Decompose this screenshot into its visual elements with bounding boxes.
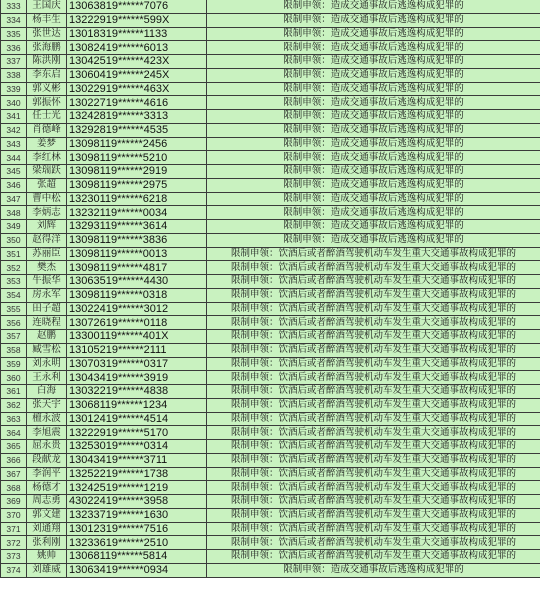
id-number-cell[interactable]: 13222919******599X xyxy=(67,13,207,27)
row-number-cell[interactable]: 368 xyxy=(1,481,27,495)
row-number-cell[interactable]: 370 xyxy=(1,508,27,522)
table-row xyxy=(1,508,540,522)
table-row xyxy=(1,357,540,371)
table-row xyxy=(1,536,540,550)
table-row xyxy=(1,192,540,206)
table-row xyxy=(1,371,540,385)
table-row xyxy=(1,302,540,316)
id-number-cell[interactable]: 13022719******4616 xyxy=(67,96,207,110)
person-name-cell[interactable]: 苏丽臣 xyxy=(27,247,67,261)
table-row xyxy=(1,288,540,302)
restriction-reason-cell[interactable]: 限制申领：饮酒后或者醉酒驾驶机动车发生重大交通事故构成犯罪的 xyxy=(207,261,540,275)
person-name-cell[interactable]: 白海 xyxy=(27,385,67,399)
row-number-cell[interactable]: 345 xyxy=(1,165,27,179)
restriction-reason-cell[interactable]: 限制申领：饮酒后或者醉酒驾驶机动车发生重大交通事故构成犯罪的 xyxy=(207,398,540,412)
id-number-cell[interactable]: 13063419******0934 xyxy=(67,563,207,577)
row-number-cell[interactable]: 349 xyxy=(1,220,27,234)
row-number-cell[interactable]: 343 xyxy=(1,137,27,151)
restriction-reason-cell[interactable]: 限制申领：造成交通事故后逃逸构成犯罪的 xyxy=(207,137,540,151)
person-name-cell[interactable]: 连晓程 xyxy=(27,316,67,330)
row-number-cell[interactable]: 341 xyxy=(1,110,27,124)
row-number-cell[interactable]: 362 xyxy=(1,398,27,412)
row-number-cell[interactable]: 364 xyxy=(1,426,27,440)
id-number-cell[interactable]: 13063519******4430 xyxy=(67,275,207,289)
restriction-reason-cell[interactable]: 限制申领：造成交通事故后逃逸构成犯罪的 xyxy=(207,41,540,55)
person-name-cell[interactable]: 张天宇 xyxy=(27,398,67,412)
id-number-cell[interactable]: 13042519******423X xyxy=(67,55,207,69)
table-row xyxy=(1,178,540,192)
restriction-reason-cell[interactable]: 限制申领：造成交通事故后逃逸构成犯罪的 xyxy=(207,123,540,137)
restriction-reason-cell[interactable]: 限制申领：饮酒后或者醉酒驾驶机动车发生重大交通事故构成犯罪的 xyxy=(207,536,540,550)
restriction-reason-cell[interactable]: 限制申领：饮酒后或者醉酒驾驶机动车发生重大交通事故构成犯罪的 xyxy=(207,412,540,426)
table-row xyxy=(1,467,540,481)
person-name-cell[interactable]: 姜梦 xyxy=(27,137,67,151)
table-row xyxy=(1,550,540,564)
restriction-reason-cell[interactable]: 限制申领：饮酒后或者醉酒驾驶机动车发生重大交通事故构成犯罪的 xyxy=(207,330,540,344)
row-number-cell[interactable]: 352 xyxy=(1,261,27,275)
row-number-cell[interactable]: 354 xyxy=(1,288,27,302)
restriction-reason-cell[interactable]: 限制申领：饮酒后或者醉酒驾驶机动车发生重大交通事故构成犯罪的 xyxy=(207,495,540,509)
table-row xyxy=(1,481,540,495)
table-row xyxy=(1,522,540,536)
person-name-cell[interactable]: 赵鹏 xyxy=(27,330,67,344)
table-row xyxy=(1,495,540,509)
table-row xyxy=(1,110,540,124)
table-row xyxy=(1,453,540,467)
restriction-reason-cell[interactable]: 限制申领：造成交通事故后逃逸构成犯罪的 xyxy=(207,151,540,165)
restriction-reason-cell[interactable]: 限制申领：造成交通事故后逃逸构成犯罪的 xyxy=(207,233,540,247)
row-number-cell[interactable]: 358 xyxy=(1,343,27,357)
person-name-cell[interactable]: 王永利 xyxy=(27,371,67,385)
person-name-cell[interactable]: 段献龙 xyxy=(27,453,67,467)
id-number-cell[interactable]: 13105219******2111 xyxy=(67,343,207,357)
person-name-cell[interactable]: 姚帅 xyxy=(27,550,67,564)
table-row xyxy=(1,440,540,454)
restriction-reason-cell[interactable]: 限制申领：造成交通事故后逃逸构成犯罪的 xyxy=(207,68,540,82)
restriction-reason-cell[interactable]: 限制申领：造成交通事故后逃逸构成犯罪的 xyxy=(207,96,540,110)
table-row xyxy=(1,563,540,577)
restriction-reason-cell[interactable]: 限制申领：饮酒后或者醉酒驾驶机动车发生重大交通事故构成犯罪的 xyxy=(207,302,540,316)
restriction-reason-cell[interactable]: 限制申领：饮酒后或者醉酒驾驶机动车发生重大交通事故构成犯罪的 xyxy=(207,385,540,399)
table-row xyxy=(1,41,540,55)
restriction-reason-cell[interactable]: 限制申领：造成交通事故后逃逸构成犯罪的 xyxy=(207,0,540,13)
row-number-cell[interactable]: 333 xyxy=(1,0,27,13)
row-number-cell[interactable]: 335 xyxy=(1,27,27,41)
person-name-cell[interactable]: 郭文建 xyxy=(27,508,67,522)
row-number-cell[interactable]: 367 xyxy=(1,467,27,481)
row-number-cell[interactable]: 336 xyxy=(1,41,27,55)
row-number-cell[interactable]: 348 xyxy=(1,206,27,220)
row-number-cell[interactable]: 353 xyxy=(1,275,27,289)
table-row xyxy=(1,13,540,27)
person-name-cell[interactable]: 臧雪松 xyxy=(27,343,67,357)
person-name-cell[interactable]: 刘通翔 xyxy=(27,522,67,536)
table-row xyxy=(1,343,540,357)
table-row xyxy=(1,82,540,96)
id-number-cell[interactable]: 13022419******3012 xyxy=(67,302,207,316)
person-name-cell[interactable]: 檀永波 xyxy=(27,412,67,426)
row-number-cell[interactable]: 374 xyxy=(1,563,27,577)
person-name-cell[interactable]: 李炳志 xyxy=(27,206,67,220)
id-number-cell[interactable]: 13012419******4514 xyxy=(67,412,207,426)
row-number-cell[interactable]: 342 xyxy=(1,123,27,137)
restriction-reason-cell[interactable]: 限制申领：造成交通事故后逃逸构成犯罪的 xyxy=(207,563,540,577)
row-number-cell[interactable]: 339 xyxy=(1,82,27,96)
id-number-cell[interactable]: 13292819******4535 xyxy=(67,123,207,137)
row-number-cell[interactable]: 334 xyxy=(1,13,27,27)
restriction-reason-cell[interactable]: 限制申领：饮酒后或者醉酒驾驶机动车发生重大交通事故构成犯罪的 xyxy=(207,481,540,495)
person-name-cell[interactable]: 张海鹏 xyxy=(27,41,67,55)
id-number-cell[interactable]: 13098119******0013 xyxy=(67,247,207,261)
id-number-cell[interactable]: 13098119******2919 xyxy=(67,165,207,179)
person-name-cell[interactable]: 张利刚 xyxy=(27,536,67,550)
id-number-cell[interactable]: 13098119******3836 xyxy=(67,233,207,247)
person-name-cell[interactable]: 李红林 xyxy=(27,151,67,165)
id-number-cell[interactable]: 13063819******7076 xyxy=(67,0,207,13)
table-row xyxy=(1,330,540,344)
restriction-reason-cell[interactable]: 限制申领：饮酒后或者醉酒驾驶机动车发生重大交通事故构成犯罪的 xyxy=(207,357,540,371)
row-number-cell[interactable]: 359 xyxy=(1,357,27,371)
person-name-cell[interactable]: 樊杰 xyxy=(27,261,67,275)
restriction-reason-cell[interactable]: 限制申领：饮酒后或者醉酒驾驶机动车发生重大交通事故构成犯罪的 xyxy=(207,426,540,440)
person-name-cell[interactable]: 周志勇 xyxy=(27,495,67,509)
restriction-reason-cell[interactable]: 限制申领：饮酒后或者醉酒驾驶机动车发生重大交通事故构成犯罪的 xyxy=(207,522,540,536)
id-number-cell[interactable]: 13300119******401X xyxy=(67,330,207,344)
id-number-cell[interactable]: 13222919******5170 xyxy=(67,426,207,440)
restriction-reason-cell[interactable]: 限制申领：饮酒后或者醉酒驾驶机动车发生重大交通事故构成犯罪的 xyxy=(207,453,540,467)
id-number-cell[interactable]: 13032219******4838 xyxy=(67,385,207,399)
id-number-cell[interactable]: 13043419******3919 xyxy=(67,371,207,385)
person-name-cell[interactable]: 李润平 xyxy=(27,467,67,481)
id-number-cell[interactable]: 13070319******0317 xyxy=(67,357,207,371)
id-number-cell[interactable]: 13018319******1133 xyxy=(67,27,207,41)
restriction-reason-cell[interactable]: 限制申领：饮酒后或者醉酒驾驶机动车发生重大交通事故构成犯罪的 xyxy=(207,316,540,330)
row-number-cell[interactable]: 357 xyxy=(1,330,27,344)
table-row xyxy=(1,96,540,110)
table-row xyxy=(1,137,540,151)
id-number-cell[interactable]: 13043419******3711 xyxy=(67,453,207,467)
person-name-cell[interactable]: 刘辉 xyxy=(27,220,67,234)
restriction-reason-cell[interactable]: 限制申领：饮酒后或者醉酒驾驶机动车发生重大交通事故构成犯罪的 xyxy=(207,247,540,261)
person-name-cell[interactable]: 张超 xyxy=(27,178,67,192)
id-number-cell[interactable]: 13232119******0034 xyxy=(67,206,207,220)
row-number-cell[interactable]: 351 xyxy=(1,247,27,261)
table-row xyxy=(1,385,540,399)
restriction-reason-cell[interactable]: 限制申领：饮酒后或者醉酒驾驶机动车发生重大交通事故构成犯罪的 xyxy=(207,371,540,385)
id-number-cell[interactable]: 13293119******3614 xyxy=(67,220,207,234)
table-row xyxy=(1,233,540,247)
restriction-reason-cell[interactable]: 限制申领：造成交通事故后逃逸构成犯罪的 xyxy=(207,220,540,234)
row-number-cell[interactable]: 338 xyxy=(1,68,27,82)
row-number-cell[interactable]: 355 xyxy=(1,302,27,316)
person-name-cell[interactable]: 屈永贵 xyxy=(27,440,67,454)
person-name-cell[interactable]: 郭振怀 xyxy=(27,96,67,110)
row-number-cell[interactable]: 372 xyxy=(1,536,27,550)
person-name-cell[interactable]: 梁瑞跃 xyxy=(27,165,67,179)
id-number-cell[interactable]: 13068119******5814 xyxy=(67,550,207,564)
id-number-cell[interactable]: 13098119******2975 xyxy=(67,178,207,192)
id-number-cell[interactable]: 13098119******4817 xyxy=(67,261,207,275)
id-number-cell[interactable]: 13242519******1219 xyxy=(67,481,207,495)
restriction-reason-cell[interactable]: 限制申领：饮酒后或者醉酒驾驶机动车发生重大交通事故构成犯罪的 xyxy=(207,343,540,357)
id-number-cell[interactable]: 13233619******2510 xyxy=(67,536,207,550)
row-number-cell[interactable]: 373 xyxy=(1,550,27,564)
id-number-cell[interactable]: 13242819******3313 xyxy=(67,110,207,124)
id-number-cell[interactable]: 13082419******6013 xyxy=(67,41,207,55)
person-name-cell[interactable]: 房永军 xyxy=(27,288,67,302)
person-name-cell[interactable]: 刘永明 xyxy=(27,357,67,371)
id-number-cell[interactable]: 43022419******3958 xyxy=(67,495,207,509)
restriction-reason-cell[interactable]: 限制申领：造成交通事故后逃逸构成犯罪的 xyxy=(207,55,540,69)
restriction-reason-cell[interactable]: 限制申领：造成交通事故后逃逸构成犯罪的 xyxy=(207,82,540,96)
row-number-cell[interactable]: 340 xyxy=(1,96,27,110)
row-number-cell[interactable]: 344 xyxy=(1,151,27,165)
person-name-cell[interactable]: 田子超 xyxy=(27,302,67,316)
row-number-cell[interactable]: 366 xyxy=(1,453,27,467)
restriction-reason-cell[interactable]: 限制申领：造成交通事故后逃逸构成犯罪的 xyxy=(207,165,540,179)
row-number-cell[interactable]: 337 xyxy=(1,55,27,69)
row-number-cell[interactable]: 363 xyxy=(1,412,27,426)
id-number-cell[interactable]: 13233719******1630 xyxy=(67,508,207,522)
table-row xyxy=(1,0,540,13)
id-number-cell[interactable]: 13098119******5210 xyxy=(67,151,207,165)
row-number-cell[interactable]: 369 xyxy=(1,495,27,509)
person-name-cell[interactable]: 曹中松 xyxy=(27,192,67,206)
person-name-cell[interactable]: 王国庆 xyxy=(27,0,67,13)
table-row xyxy=(1,123,540,137)
person-name-cell[interactable]: 李旭震 xyxy=(27,426,67,440)
person-name-cell[interactable]: 杨德才 xyxy=(27,481,67,495)
table-row xyxy=(1,275,540,289)
id-number-cell[interactable]: 13252219******1738 xyxy=(67,467,207,481)
table-row xyxy=(1,151,540,165)
table-row xyxy=(1,220,540,234)
row-number-cell[interactable]: 360 xyxy=(1,371,27,385)
id-number-cell[interactable]: 13012319******7516 xyxy=(67,522,207,536)
restriction-reason-cell[interactable]: 限制申领：造成交通事故后逃逸构成犯罪的 xyxy=(207,192,540,206)
id-number-cell[interactable]: 13098119******2456 xyxy=(67,137,207,151)
row-number-cell[interactable]: 346 xyxy=(1,178,27,192)
table-row xyxy=(1,247,540,261)
id-number-cell[interactable]: 13253019******0314 xyxy=(67,440,207,454)
row-number-cell[interactable]: 365 xyxy=(1,440,27,454)
table-row xyxy=(1,316,540,330)
id-number-cell[interactable]: 13098119******0318 xyxy=(67,288,207,302)
restriction-reason-cell[interactable]: 限制申领：造成交通事故后逃逸构成犯罪的 xyxy=(207,206,540,220)
person-name-cell[interactable]: 杨丰生 xyxy=(27,13,67,27)
id-number-cell[interactable]: 13068119******1234 xyxy=(67,398,207,412)
row-number-cell[interactable]: 347 xyxy=(1,192,27,206)
table-row xyxy=(1,55,540,69)
person-name-cell[interactable]: 赵得洋 xyxy=(27,233,67,247)
row-number-cell[interactable]: 371 xyxy=(1,522,27,536)
table-row xyxy=(1,68,540,82)
restriction-reason-cell[interactable]: 限制申领：造成交通事故后逃逸构成犯罪的 xyxy=(207,27,540,41)
person-name-cell[interactable]: 牛振华 xyxy=(27,275,67,289)
restriction-reason-cell[interactable]: 限制申领：饮酒后或者醉酒驾驶机动车发生重大交通事故构成犯罪的 xyxy=(207,550,540,564)
row-number-cell[interactable]: 356 xyxy=(1,316,27,330)
row-number-cell[interactable]: 361 xyxy=(1,385,27,399)
restriction-reason-cell[interactable]: 限制申领：饮酒后或者醉酒驾驶机动车发生重大交通事故构成犯罪的 xyxy=(207,467,540,481)
person-name-cell[interactable]: 张世达 xyxy=(27,27,67,41)
person-name-cell[interactable]: 刘雄威 xyxy=(27,563,67,577)
restriction-reason-cell[interactable]: 限制申领：饮酒后或者醉酒驾驶机动车发生重大交通事故构成犯罪的 xyxy=(207,440,540,454)
person-name-cell[interactable]: 李东启 xyxy=(27,68,67,82)
table-row xyxy=(1,165,540,179)
restriction-reason-cell[interactable]: 限制申领：饮酒后或者醉酒驾驶机动车发生重大交通事故构成犯罪的 xyxy=(207,288,540,302)
person-name-cell[interactable]: 郭义彬 xyxy=(27,82,67,96)
id-number-cell[interactable]: 13072619******0118 xyxy=(67,316,207,330)
person-name-cell[interactable]: 任士光 xyxy=(27,110,67,124)
restriction-reason-cell[interactable]: 限制申领：饮酒后或者醉酒驾驶机动车发生重大交通事故构成犯罪的 xyxy=(207,508,540,522)
row-number-cell[interactable]: 350 xyxy=(1,233,27,247)
restriction-reason-cell[interactable]: 限制申领：饮酒后或者醉酒驾驶机动车发生重大交通事故构成犯罪的 xyxy=(207,275,540,289)
person-name-cell[interactable]: 肖德峰 xyxy=(27,123,67,137)
id-number-cell[interactable]: 13060419******245X xyxy=(67,68,207,82)
table-row xyxy=(1,206,540,220)
table-row xyxy=(1,398,540,412)
table-row xyxy=(1,261,540,275)
table-body xyxy=(1,0,540,577)
restriction-reason-cell[interactable]: 限制申领：造成交通事故后逃逸构成犯罪的 xyxy=(207,178,540,192)
table-row xyxy=(1,27,540,41)
table-row xyxy=(1,412,540,426)
id-number-cell[interactable]: 13230119******6218 xyxy=(67,192,207,206)
table-row xyxy=(1,426,540,440)
restriction-reason-cell[interactable]: 限制申领：造成交通事故后逃逸构成犯罪的 xyxy=(207,110,540,124)
person-name-cell[interactable]: 陈洪刚 xyxy=(27,55,67,69)
restriction-reason-cell[interactable]: 限制申领：造成交通事故后逃逸构成犯罪的 xyxy=(207,13,540,27)
id-number-cell[interactable]: 13022919******463X xyxy=(67,82,207,96)
